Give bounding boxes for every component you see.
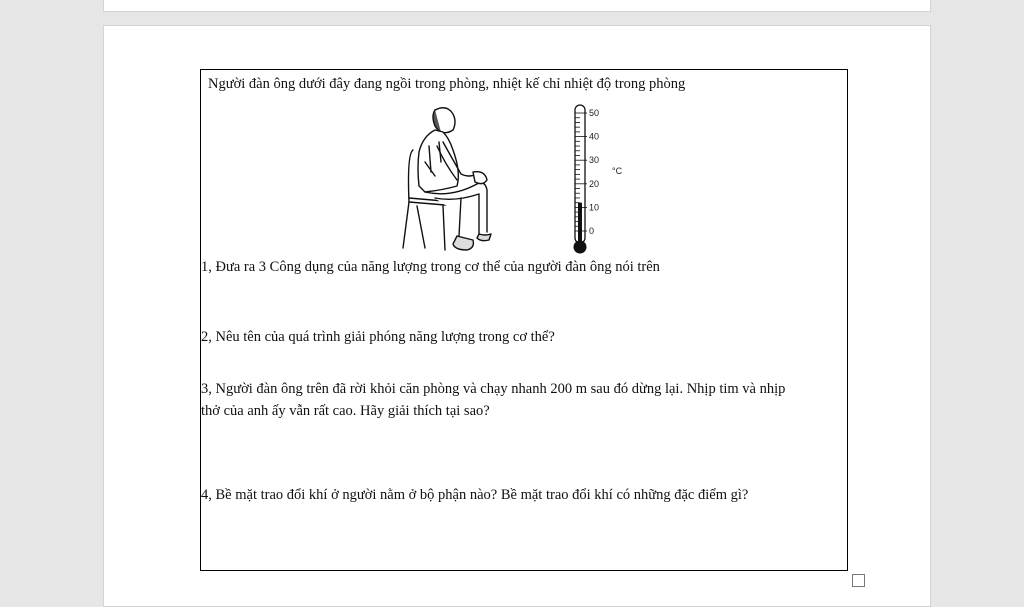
thermometer-illustration [568, 102, 638, 260]
mercury-column [578, 203, 582, 247]
seated-man-illustration [395, 102, 495, 260]
thermometer-scale-label: 10 [589, 202, 600, 213]
thermometer-scale-label: 30 [589, 155, 600, 166]
thermometer-scale-label: 50 [589, 108, 600, 118]
question-3-line-1: 3, Người đàn ông trên đã rời khỏi căn phòng và chạy nhanh 200 m sau đó dừng lại. Nhịp tim và nhịp [201, 381, 786, 397]
thermometer-scale-label: 0 [589, 226, 595, 236]
thermometer-scale-label: 20 [589, 178, 600, 189]
unit-label: °C [612, 166, 623, 176]
intro-text: Người đàn ông dưới đây đang ngồi trong phòng, nhiệt kế chỉ nhiệt độ trong phòng [208, 76, 686, 92]
question-2: 2, Nêu tên của quá trình giải phóng năng lượng trong cơ thể? [201, 329, 555, 345]
question-3-line-2: thở của anh ấy vẫn rất cao. Hãy giải thích tại sao? [201, 403, 490, 419]
previous-page-edge [103, 0, 931, 12]
thermometer-scale-label: 40 [589, 131, 600, 142]
frame-resize-handle[interactable] [852, 574, 865, 587]
question-4: 4, Bề mặt trao đổi khí ở người nằm ở bộ phận nào? Bề mặt trao đổi khí có những đặc điểm gì? [201, 487, 749, 503]
question-1: 1, Đưa ra 3 Công dụng của năng lượng trong cơ thể của người đàn ông nói trên [201, 259, 660, 275]
